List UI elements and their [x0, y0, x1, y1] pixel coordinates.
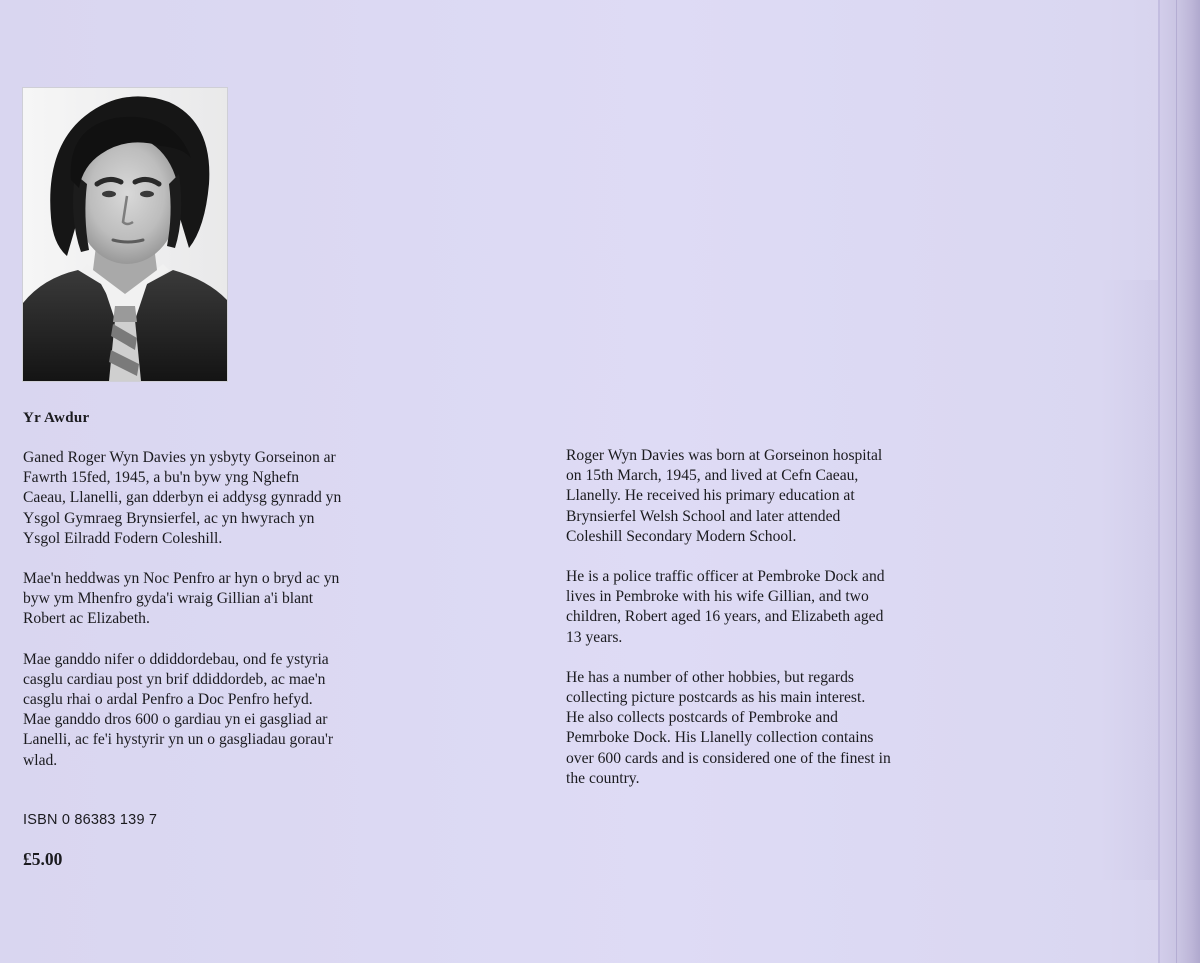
english-paragraph-birth: Roger Wyn Davies was born at Gorseinon hospital on 15th March, 1945, and lived at Cefn Caeau, Llanelly. He received his primary education at Brynsierfel Welsh School and later attended Coleshill Secondary Modern School.	[566, 447, 883, 545]
english-biography	[566, 446, 1006, 809]
english-paragraph-work: He is a police traffic officer at Pembroke Dock and lives in Pembroke with his wife Gillian, and two children, Robert aged 16 years, and Elizabeth aged 13 years.	[566, 568, 885, 646]
welsh-paragraph-birth: Ganed Roger Wyn Davies yn ysbyty Gorseinon ar Fawrth 15fed, 1945, a bu'n byw yng Nghefn Caeau, Llanelli, gan dderbyn ei addysg gynradd yn Ysgol Gymraeg Brynsierfel, ac yn hwyrach yn Ysgol Eilradd Fodern Coleshill.	[23, 449, 342, 547]
welsh-paragraph-hobbies: Mae ganddo nifer o ddiddordebau, ond fe ystyria casglu cardiau post yn brif ddiddordeb, ac mae'n casglu rhai o ardal Penfro a Doc Penfro hefyd. Mae ganddo dros 600 o gardiau yn ei gasgliad ar Lanelli, ac fe'i hystyrir yn un o gasgliadau gorau'r wlad.	[23, 650, 334, 769]
welsh-biography	[23, 448, 463, 791]
author-photo	[22, 87, 228, 382]
book-price: £5.00	[23, 849, 63, 869]
book-spine-edge	[1158, 0, 1200, 963]
welsh-paragraph-work: Mae'n heddwas yn Noc Penfro ar hyn o bryd ac yn byw ym Mhenfro gyda'i wraig Gillian a'i blant Robert ac Elizabeth.	[23, 570, 340, 628]
english-paragraph-hobbies: He has a number of other hobbies, but regards collecting picture postcards as his main interest. He also collects postcards of Pembroke and Pemrboke Dock. His Llanelly collection contains over 600 cards and is considered one of the finest in the country.	[566, 668, 891, 787]
author-portrait-image	[23, 88, 227, 381]
cover-shading	[1100, 280, 1160, 880]
isbn-number: ISBN 0 86383 139 7	[23, 812, 158, 828]
author-heading: Yr Awdur	[23, 410, 90, 426]
